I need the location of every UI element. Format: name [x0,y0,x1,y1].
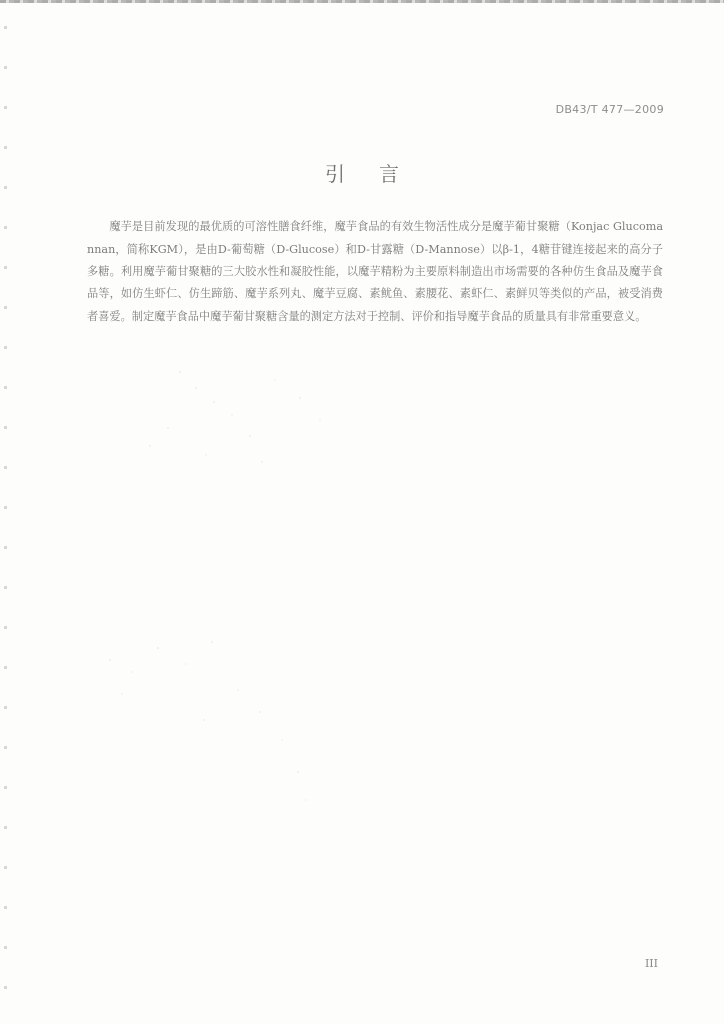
document-standard-number: DB43/T 477—2009 [555,103,664,116]
scan-top-edge [0,0,724,3]
section-title: 引言 [325,162,433,186]
page-number: III [644,957,658,970]
introduction-paragraph: 魔芋是目前发现的最优质的可溶性膳食纤维，魔芋食品的有效生物活性成分是魔芋葡甘聚糖（Konjac Glucomannan，简称KGM），是由D-葡萄糖（D-Glucose）和D-甘露糖（D-Mannose）以β-1，4糖苷键连接起来的高分子多糖。利用魔芋葡甘聚糖的三大胶水性和凝胶性能，以魔芋精粉为主要原料制造出市场需要的各种仿生食品及魔芋食品等，如仿生虾仁、仿生蹄筋、魔芋系列丸、魔芋豆腐、素鱿鱼、素腰花、素虾仁、素鲜贝等类似的产品，被受消费者喜爱。制定魔芋食品中魔芋葡甘聚糖含量的测定方法对于控制、评价和指导魔芋食品的质量具有非常重要意义。 [87,220,663,323]
